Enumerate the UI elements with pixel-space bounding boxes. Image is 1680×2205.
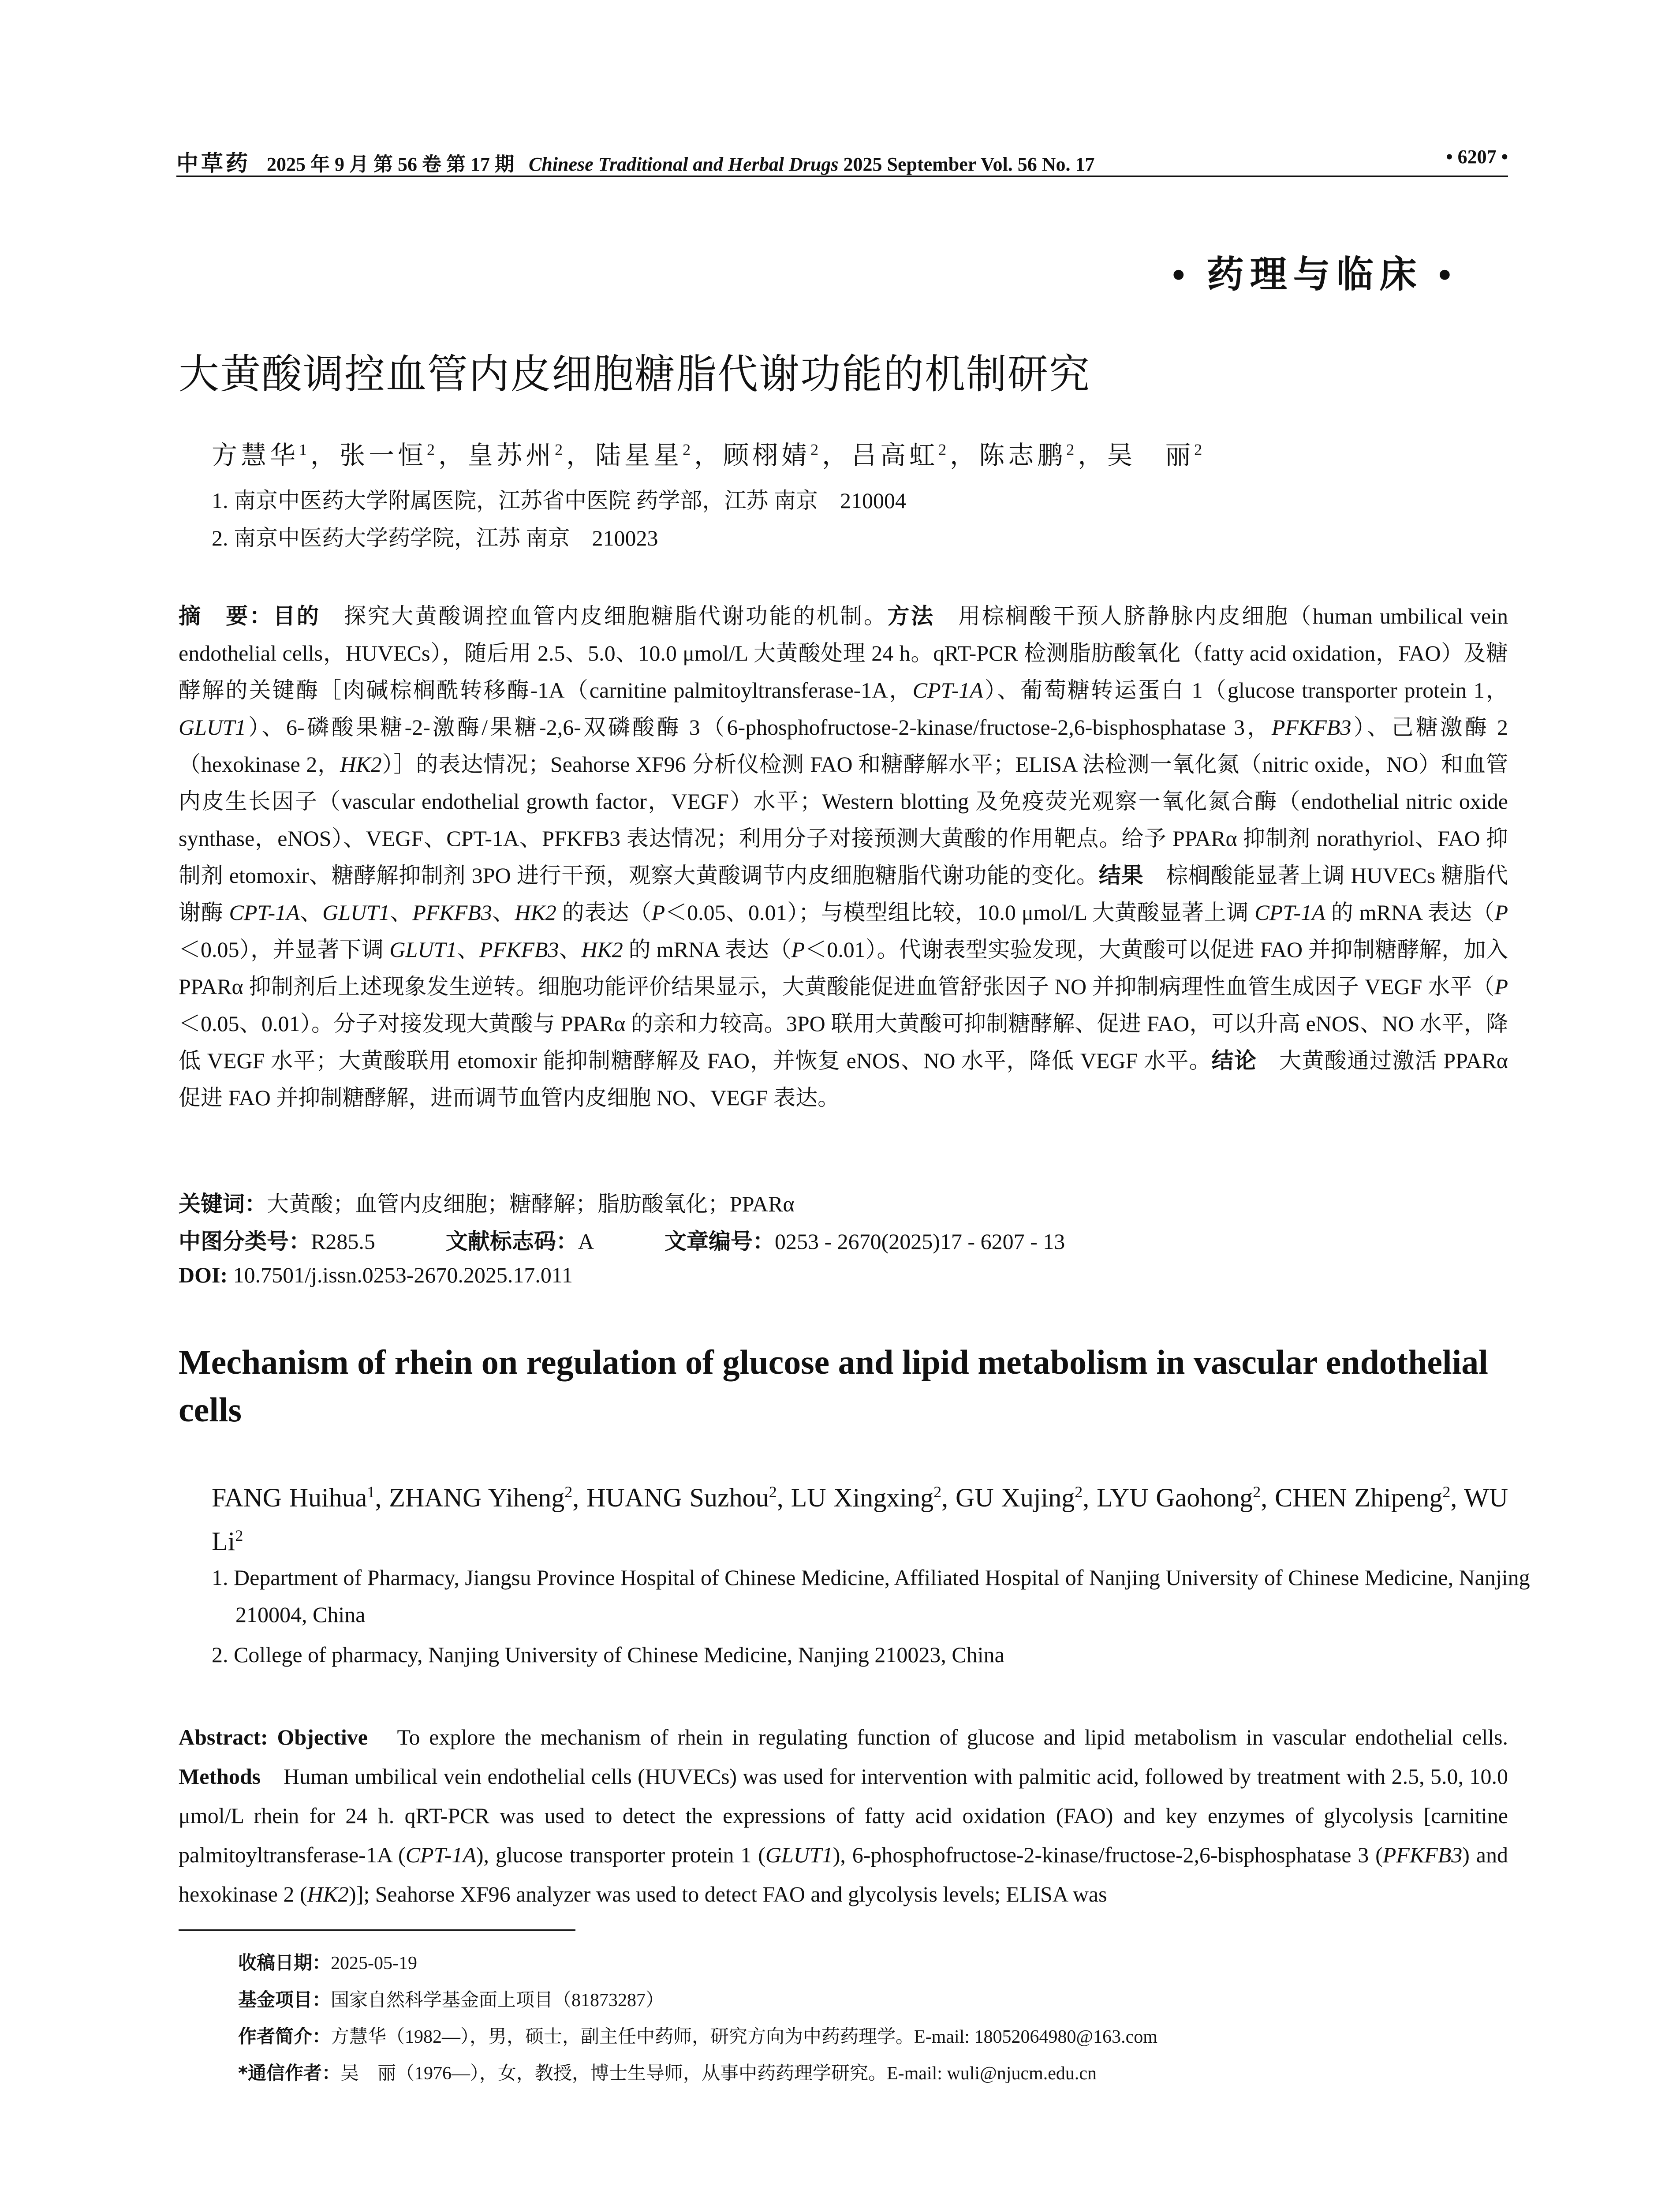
cn-abstract-segment: ＜0.05、0.01）。分子对接发现大黄酸与 PPARα 的亲和力较高。3PO 联用大黄酸可抑制糖酵解、促进 FAO，可以升高 eNOS、NO 水平，降低 VEGF 水平；大黄酸联用 etomoxir 能抑制糖酵解及 FAO，并恢复 eNOS、NO 水平，降低 VEGF 水平。	[179, 1011, 1508, 1073]
cn-author-name: 陈志鹏	[979, 441, 1067, 470]
en-abstract-segment: CPT-1A	[405, 1842, 476, 1867]
class-label: 中图分类号：	[179, 1229, 311, 1254]
journal-name-cn: 中草药	[176, 151, 250, 176]
cn-abstract-segment: PFKFB3	[479, 937, 559, 962]
cn-abstract-segment: 、	[457, 937, 480, 962]
header-rule	[176, 176, 1508, 177]
cn-abstract-segment: CPT-1A	[1254, 900, 1325, 925]
cn-abstract-segment: CPT-1A	[912, 678, 983, 703]
running-header	[176, 146, 1508, 176]
cn-author-affiliation-mark: 2	[810, 441, 822, 459]
keywords: 大黄酸；血管内皮细胞；糖酵解；脂肪酸氧化；PPARα	[267, 1192, 795, 1216]
cn-abstract-body	[179, 604, 1508, 1110]
en-author-name: FANG Huihua	[212, 1483, 367, 1512]
cn-abstract-segment: 的表达（	[556, 900, 652, 925]
class-value: R285.5	[311, 1229, 375, 1254]
en-author-affiliation-mark: 2	[235, 1527, 243, 1544]
keywords-line	[179, 1186, 795, 1218]
cn-abstract-segment: ）］的表达情况；Seahorse XF96 分析仪检测 FAO 和糖酵解水平；ELISA 法检测一氧化氮（nitric oxide，NO）和血管内皮生长因子（vascular endothelial growth factor，VEGF）水平；Western blotting 及免疫荧光观察一氧化氮合酶（endothelial nitric oxide synthase，eNOS）、VEGF、CPT-1A、PFKFB3 表达情况；利用分子对接预测大黄酸的作用靶点。给予 PPARα 抑制剂 norathyriol、FAO 抑制剂 etomoxir、糖酵解抑制剂 3PO 进行干预，观察大黄酸调节内皮细胞糖脂代谢功能的变化。	[179, 752, 1508, 888]
cn-abstract-segment: HK2	[515, 900, 556, 925]
cn-author-name: 陆星星	[595, 441, 683, 470]
footnote-corresponding-label: *通信作者：	[238, 2062, 340, 2084]
cn-author-affiliation-mark: 2	[683, 441, 694, 459]
cn-abstract	[179, 598, 1508, 1116]
cn-abstract-segment: P	[1494, 974, 1508, 999]
en-authors: FANG Huihua$^1$, ZHANG Yiheng$^2$, HUANG Suzhou$^2$, LU Xingxing$^2$, GU Xujing$^2$, LYU Gaohong$^2$, CHEN Zhipeng$^2$, WU Li$^2$	[212, 1483, 1508, 1556]
cn-abstract-segment: PFKFB3	[1271, 715, 1351, 740]
cn-author-affiliation-mark: 2	[1194, 441, 1206, 459]
cn-title: 大黄酸调控血管内皮细胞糖脂代谢功能的机制研究	[179, 351, 1091, 398]
cn-abstract-segment: 探究大黄酸调控血管内皮细胞糖脂代谢功能的机制。	[320, 604, 888, 628]
en-author-affiliation-mark: 2	[933, 1483, 942, 1501]
cn-abstract-segment: GLUT1	[322, 900, 390, 925]
cn-author-name: 皇苏州	[467, 441, 555, 470]
footnote-corresponding-text: 吴 丽（1976—），女，教授，博士生导师，从事中药药理学研究。E-mail: wuli@njucm.edu.cn	[340, 2063, 1097, 2084]
classification-line	[179, 1224, 1065, 1256]
footnote-corresponding	[238, 2059, 1097, 2085]
cn-abstract-segment: P	[651, 900, 665, 925]
cn-abstract-segment: P	[1494, 900, 1508, 925]
en-abstract-segment: PFKFB3	[1382, 1842, 1463, 1867]
cn-abstract-segment: HK2	[581, 937, 623, 962]
running-header-left	[176, 146, 1094, 177]
cn-abstract-segment: GLUT1	[179, 715, 246, 740]
cn-abstract-segment: 的 mRNA 表达（	[623, 937, 791, 962]
article-number-label: 文章编号：	[664, 1229, 775, 1254]
cn-abstract-segment: HK2	[340, 752, 382, 777]
section-label: • 药理与临床 •	[1172, 254, 1457, 295]
footnote-received-text: 2025-05-19	[331, 1953, 417, 1973]
en-author-affiliation-mark: 2	[769, 1483, 777, 1501]
cn-author-affiliation-mark: 1	[299, 441, 311, 459]
cn-abstract-segment: P	[791, 937, 805, 962]
cn-affiliation-1: 1. 南京中医药大学附属医院，江苏省中医院 药学部，江苏 南京 210004	[212, 488, 906, 513]
en-abstract-segment: Methods	[179, 1764, 261, 1789]
en-abstract-segment: ), glucose transporter protein 1 (	[476, 1842, 765, 1867]
en-abstract-segment: HK2	[307, 1882, 349, 1906]
cn-abstract-segment: 方法	[887, 603, 935, 629]
en-author-name: ZHANG Yiheng	[389, 1483, 565, 1512]
cn-author-name: 吴 丽	[1107, 441, 1195, 470]
doc-code-value: A	[578, 1229, 594, 1254]
article-number-value: 0253 - 2670(2025)17 - 6207 - 13	[774, 1229, 1065, 1254]
footnote-received	[238, 1948, 417, 1975]
en-author-affiliation-mark: 1	[367, 1483, 375, 1501]
cn-author-affiliation-mark: 2	[938, 441, 950, 459]
en-author-name: HUANG Suzhou	[586, 1483, 769, 1512]
en-abstract-segment: To explore the mechanism of rhein in regulating function of glucose and lipid metabolism in vascular endothelial cells.	[367, 1725, 1508, 1749]
en-abstract-segment: )]; Seahorse XF96 analyzer was used to detect FAO and glycolysis levels; ELISA was	[349, 1882, 1107, 1906]
en-abstract-segment: Abstract: Objective	[179, 1725, 368, 1749]
en-author-name: GU Xujing	[956, 1483, 1075, 1512]
en-author-affiliation-mark: 2	[1442, 1483, 1451, 1501]
cn-abstract-segment: 、	[559, 937, 582, 962]
cn-abstract-segment: 结论	[1211, 1048, 1257, 1073]
doi-label: DOI:	[179, 1263, 228, 1287]
cn-affiliation-2: 2. 南京中医药大学药学院，江苏 南京 210023	[212, 526, 658, 550]
cn-abstract-segment: 、	[299, 900, 323, 925]
footnote-received-label: 收稿日期：	[238, 1952, 331, 1973]
cn-abstract-segment: 目的	[273, 603, 321, 629]
cn-abstract-segment: 结果	[1098, 863, 1144, 888]
en-author-name: LU Xingxing	[791, 1483, 934, 1512]
cn-abstract-segment: ）、己糖激酶 2（hexokinase 2，	[179, 715, 1508, 777]
footnote-fund-label: 基金项目：	[238, 1989, 331, 2011]
doi-value: 10.7501/j.issn.0253-2670.2025.17.011	[233, 1263, 573, 1287]
cn-author-affiliation-mark: 2	[555, 441, 567, 459]
cn-abstract-label: 摘 要：	[179, 603, 273, 629]
cn-abstract-segment: PFKFB3	[412, 900, 492, 925]
footnote-author-label: 作者简介：	[238, 2026, 331, 2047]
cn-abstract-segment: 、	[492, 900, 515, 925]
cn-abstract-segment: ）、葡萄糖转运蛋白 1（glucose transporter protein 1，	[983, 678, 1508, 703]
en-title: Mechanism of rhein on regulation of glucose and lipid metabolism in vascular endothelial cells	[179, 1343, 1488, 1429]
doi-line	[179, 1262, 573, 1288]
en-abstract-segment: Human umbilical vein endothelial cells (HUVECs) was used for intervention with palmitic acid, followed by treatment with 2.5, 5.0, 10.0 μmol/L rhein for 24 h. qRT-PCR was used to detect the expressions of fatty acid oxidation (FAO) and key enzymes of glycolysis [carnitine palmitoyltransferase-1A (	[179, 1764, 1508, 1867]
issue-cn: 2025 年 9 月 第 56 卷 第 17 期	[267, 153, 514, 175]
en-author-affiliation-mark: 2	[1253, 1483, 1261, 1501]
issue-en: 2025 September Vol. 56 No. 17	[843, 153, 1095, 175]
doc-code-label: 文献标志码：	[445, 1229, 578, 1254]
en-author-name: WU Li	[212, 1483, 1508, 1556]
footnote-rule	[179, 1929, 575, 1931]
keywords-label: 关键词：	[179, 1191, 267, 1217]
footnote-fund-text: 国家自然科学基金面上项目（81873287）	[331, 1990, 665, 2011]
cn-author-name: 吕高虹	[851, 441, 939, 470]
cn-abstract-segment: ＜0.01）。代谢表型实验发现，大黄酸可以促进 FAO 并抑制糖酵解，加入 PPARα 抑制剂后上述现象发生逆转。细胞功能评价结果显示，大黄酸能促进血管舒张因子 NO 并抑制病理性血管生成因子 VEGF 水平（	[179, 937, 1508, 999]
cn-author-name: 张一恒	[340, 441, 427, 470]
en-abstract-segment: GLUT1	[765, 1842, 833, 1867]
en-author-affiliation-mark: 2	[1075, 1483, 1083, 1501]
cn-abstract-segment: 大黄酸通过激活 PPARα 促进 FAO 并抑制糖酵解，进而调节血管内皮细胞 NO、VEGF 表达。	[179, 1048, 1508, 1110]
en-affiliation-2: 2. College of pharmacy, Nanjing University of Chinese Medicine, Nanjing 210023, China	[212, 1642, 1004, 1667]
en-author-name: CHEN Zhipeng	[1275, 1483, 1443, 1512]
cn-author-affiliation-mark: 2	[1066, 441, 1078, 459]
cn-abstract-segment: 的 mRNA 表达（	[1325, 900, 1495, 925]
page-number: • 6207 •	[1446, 146, 1508, 168]
en-author-name: LYU Gaohong	[1097, 1483, 1253, 1512]
cn-abstract-segment: 棕榈酸能显著上调 HUVECs 糖脂代谢酶	[179, 863, 1508, 925]
footnote-author	[238, 2022, 1157, 2048]
cn-author-name: 方慧华	[212, 441, 299, 470]
cn-author-affiliation-mark: 2	[427, 441, 439, 459]
footnote-fund	[238, 1985, 664, 2012]
cn-abstract-segment: 用棕榈酸干预人脐静脉内皮细胞（human umbilical vein endothelial cells，HUVECs），随后用 2.5、5.0、10.0 μmol/L 大黄酸处理 24 h。qRT-PCR 检测脂肪酸氧化（fatty acid oxidation，FAO）及糖酵解的关键酶［肉碱棕榈酰转移酶-1A（carnitine palmitoyltransferase-1A，	[179, 604, 1508, 703]
cn-abstract-segment: ）、6-磷酸果糖-2-激酶/果糖-2,6-双磷酸酶 3（6-phosphofructose-2-kinase/fructose-2,6-bisphosphatase 3，	[246, 715, 1272, 740]
cn-abstract-segment: ＜0.05），并显著下调	[179, 937, 390, 962]
cn-abstract-segment: 、	[389, 900, 413, 925]
en-abstract-segment: ) and hexokinase 2 (	[179, 1842, 1508, 1906]
cn-authors: 方慧华$^1$，张一恒$^2$，皇苏州$^2$，陆星星$^2$，顾栩婧$^2$，吕高虹$^2$，陈志鹏$^2$，吴 丽$^2$	[212, 441, 1206, 470]
journal-name-en: Chinese Traditional and Herbal Drugs	[529, 153, 839, 175]
cn-abstract-segment: ＜0.05、0.01）；与模型组比较，10.0 μmol/L 大黄酸显著上调	[665, 900, 1255, 925]
cn-author-name: 顾栩婧	[723, 441, 811, 470]
cn-abstract-segment: CPT-1A	[229, 900, 300, 925]
en-author-affiliation-mark: 2	[564, 1483, 573, 1501]
en-affiliation-1: 1. Department of Pharmacy, Jiangsu Province Hospital of Chinese Medicine, Affiliated Hospital of Nanjing University of Chinese Medicine, Nanjing 210004, China	[212, 1565, 1530, 1627]
en-abstract-segment: ), 6-phosphofructose-2-kinase/fructose-2,6-bisphosphatase 3 (	[833, 1842, 1383, 1867]
cn-abstract-segment: GLUT1	[389, 937, 457, 962]
en-abstract	[179, 1718, 1508, 1914]
footnote-author-text: 方慧华（1982—），男，硕士，副主任中药师，研究方向为中药药理学。E-mail: 18052064980@163.com	[331, 2027, 1157, 2047]
